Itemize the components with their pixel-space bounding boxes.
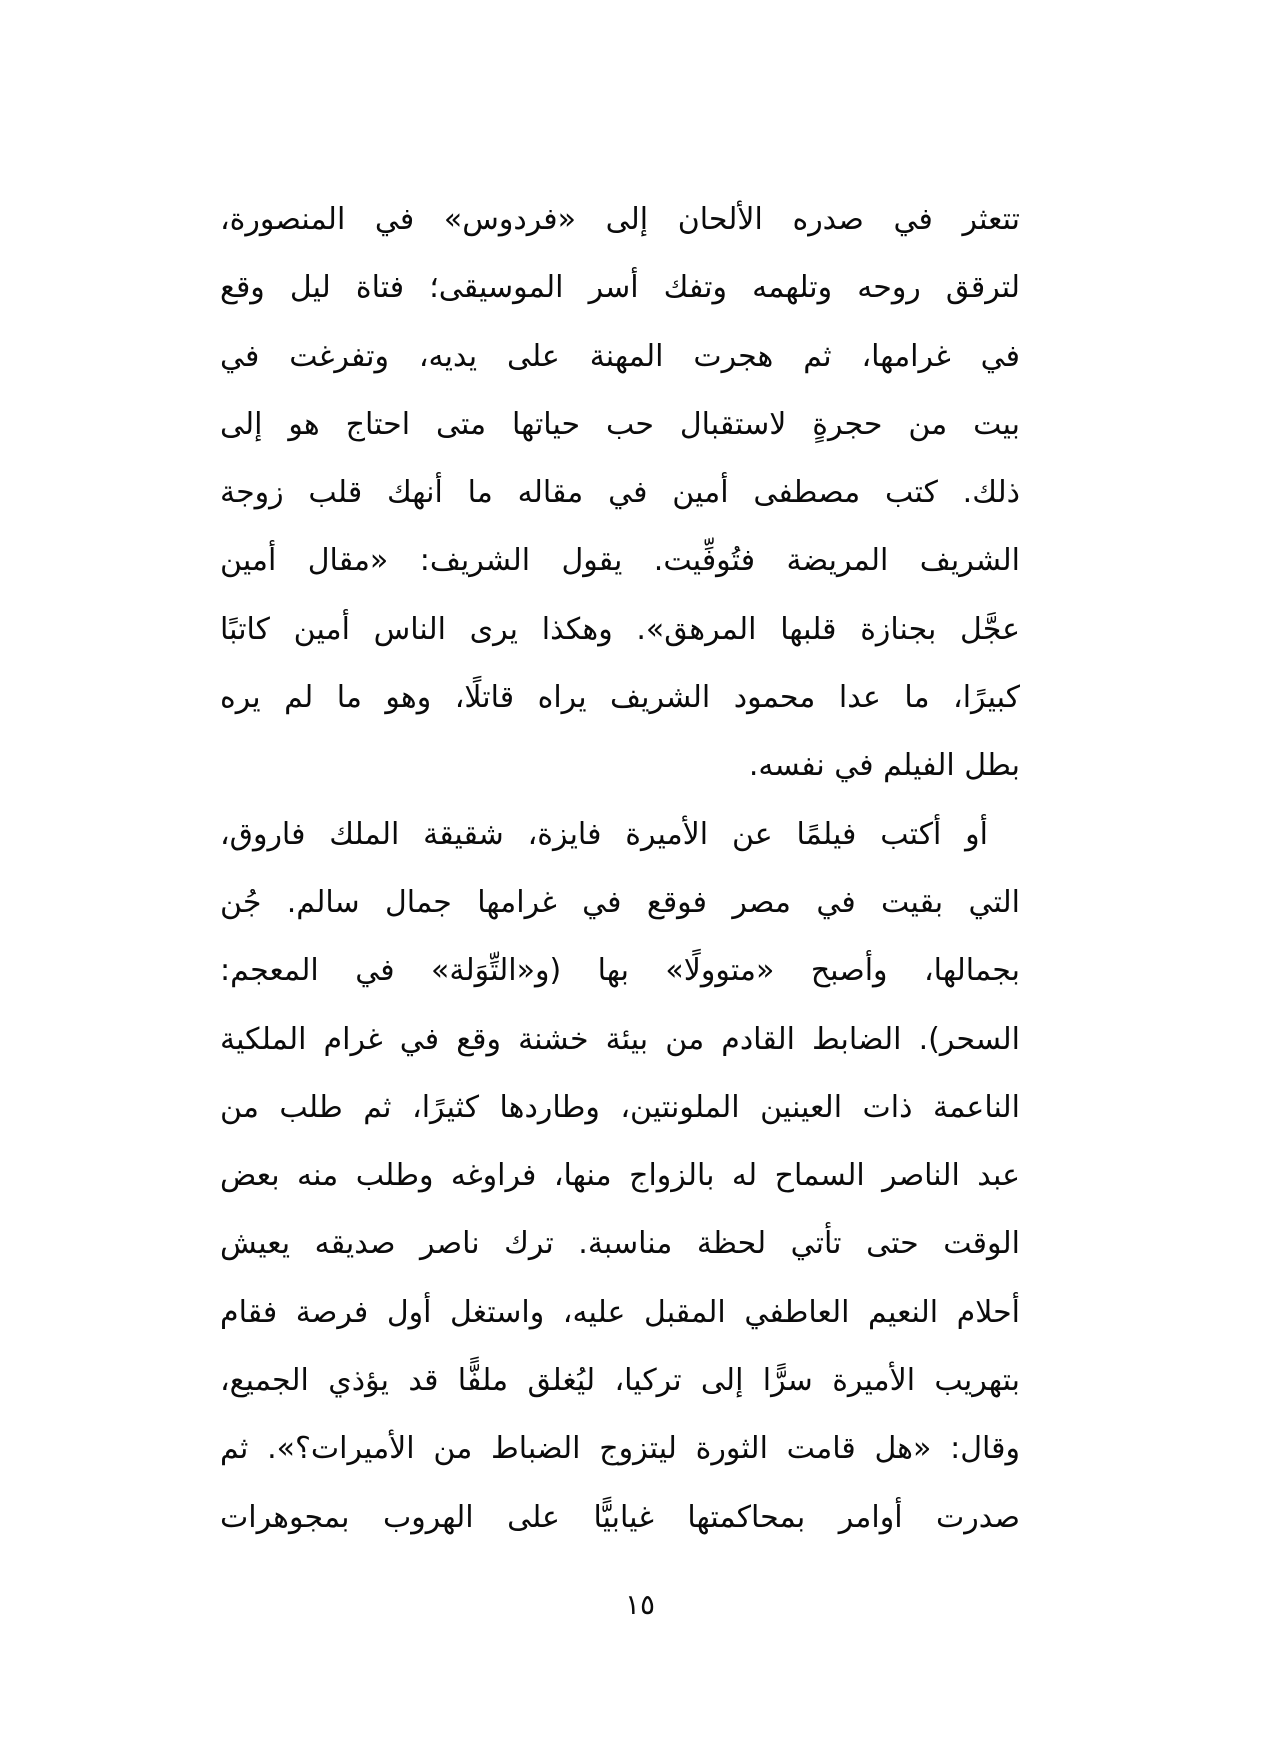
text-line: وقال: «هل قامت الثورة ليتزوج الضباط من الأميرات؟». ثم <box>220 1431 1020 1467</box>
text-line: في غرامها، ثم هجرت المهنة على يديه، وتفرغت في <box>220 338 1020 374</box>
text-line: عجَّل بجنازة قلبها المرهق». وهكذا يرى الناس أمين كاتبًا <box>220 611 1020 647</box>
text-line: بتهريب الأميرة سرًّا إلى تركيا، ليُغلق ملفًّا قد يؤذي الجميع، <box>220 1363 1020 1399</box>
text-line: السحر). الضابط القادم من بيئة خشنة وقع في غرام الملكية <box>220 1021 1020 1057</box>
text-line: الناعمة ذات العينين الملونتين، وطاردها كثيرًا، ثم طلب من <box>220 1089 1020 1125</box>
text-line: صدرت أوامر بمحاكمتها غيابيًّا على الهروب بمجوهرات <box>220 1499 1020 1535</box>
text-block <box>220 186 1020 1552</box>
page-number: ١٥ <box>624 1588 656 1621</box>
text-line: بجمالها، وأصبح «متوولًا» بها (و«التِّوَلة» في المعجم: <box>220 953 1020 989</box>
text-line: الوقت حتى تأتي لحظة مناسبة. ترك ناصر صديقه يعيش <box>220 1226 1020 1262</box>
text-line: بيت من حجرةٍ لاستقبال حب حياتها متى احتاج هو إلى <box>220 406 1020 442</box>
text-line: التي بقيت في مصر فوقع في غرامها جمال سالم. جُن <box>220 884 1020 920</box>
text-line: لترقق روحه وتلهمه وتفك أسر الموسيقى؛ فتاة ليل وقع <box>220 270 1020 306</box>
text-line: أو أكتب فيلمًا عن الأميرة فايزة، شقيقة الملك فاروق، <box>220 816 988 852</box>
text-line: أحلام النعيم العاطفي المقبل عليه، واستغل أول فرصة فقام <box>220 1294 1020 1330</box>
text-line: كبيرًا، ما عدا محمود الشريف يراه قاتلًا، وهو ما لم يره <box>220 680 1020 716</box>
text-line: تتعثر في صدره الألحان إلى «فردوس» في المنصورة، <box>220 202 1020 237</box>
text-line: عبد الناصر السماح له بالزواج منها، فراوغه وطلب منه بعض <box>220 1158 1020 1194</box>
text-line: الشريف المريضة فتُوفِّيت. يقول الشريف: «مقال أمين <box>220 543 1020 579</box>
text-line: ذلك. كتب مصطفى أمين في مقاله ما أنهك قلب زوجة <box>220 475 1020 511</box>
text-line: بطل الفيلم في نفسه. <box>748 748 1020 784</box>
